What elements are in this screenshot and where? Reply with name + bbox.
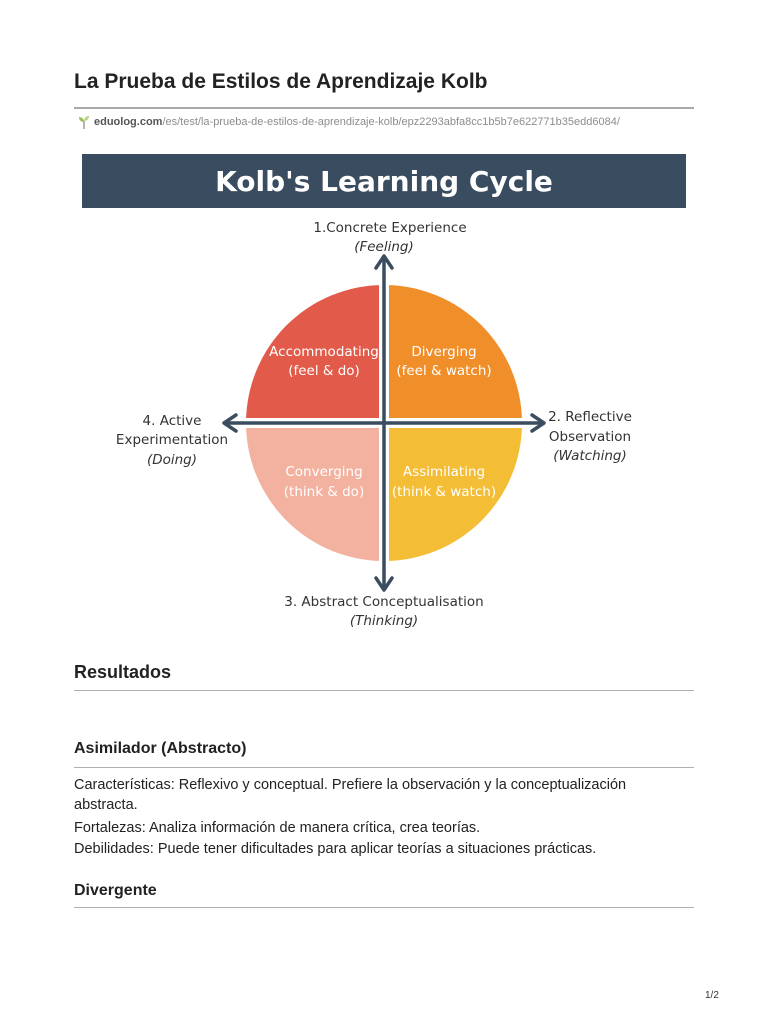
result-section-title: Divergente xyxy=(74,882,157,899)
result-section-title: Asimilador (Abstracto) xyxy=(74,740,247,757)
assimilating-label: Assimilating xyxy=(402,464,486,480)
bottom-axis-label: 3. Abstract Conceptualisation xyxy=(284,594,484,610)
title-divider xyxy=(74,107,694,109)
source-domain[interactable]: eduolog.com xyxy=(94,116,163,128)
diverging-label: Diverging xyxy=(411,344,477,360)
results-divider xyxy=(74,690,694,691)
right-axis-label: 2. Reflective xyxy=(548,409,632,425)
sprout-icon xyxy=(77,114,91,130)
weaknesses-text: Debilidades: Puede tener dificultades para aplicar teorías a situaciones prácticas. xyxy=(74,841,597,857)
characteristics-text: Características: Reflexivo y conceptual. Prefiere la observación y la conceptualización abstracta. xyxy=(74,777,627,813)
assimilating-detail: (think & watch) xyxy=(391,484,497,500)
right-axis-label-line2: Observation xyxy=(548,429,632,445)
diagram-banner-title: Kolb's Learning Cycle xyxy=(215,164,553,198)
bottom-axis-sublabel: (Thinking) xyxy=(349,613,419,629)
results-heading: Resultados xyxy=(74,662,172,682)
converging-label: Converging xyxy=(285,464,363,480)
page-number: 1/2 xyxy=(705,990,719,1001)
source-link[interactable] xyxy=(94,116,620,128)
source-line xyxy=(77,114,620,130)
diagram-banner xyxy=(82,154,686,208)
accommodating-label: Accommodating xyxy=(269,344,379,360)
diverging-detail: (feel & watch) xyxy=(396,363,492,379)
source-path[interactable]: /es/test/la-prueba-de-estilos-de-aprendizaje-kolb/epz2293abfa8cc1b5b7e622771b35edd6084/ xyxy=(162,116,620,128)
kolb-cycle-diagram xyxy=(82,212,686,632)
accommodating-detail: (feel & do) xyxy=(288,363,360,379)
result-section-divider xyxy=(74,767,694,768)
left-axis-label-line2: Experimentation xyxy=(115,432,229,448)
left-axis-sublabel: (Doing) xyxy=(146,452,198,468)
page-title: La Prueba de Estilos de Aprendizaje Kolb xyxy=(74,70,488,93)
axis-arrows xyxy=(224,256,544,590)
top-axis-label: 1.Concrete Experience xyxy=(313,220,467,236)
result-section-divider xyxy=(74,907,694,908)
right-axis-sublabel: (Watching) xyxy=(553,448,627,464)
converging-detail: (think & do) xyxy=(283,484,365,500)
top-axis-sublabel: (Feeling) xyxy=(354,239,414,255)
strengths-text: Fortalezas: Analiza información de manera crítica, crea teorías. xyxy=(74,820,481,836)
left-axis-label: 4. Active xyxy=(142,413,202,429)
